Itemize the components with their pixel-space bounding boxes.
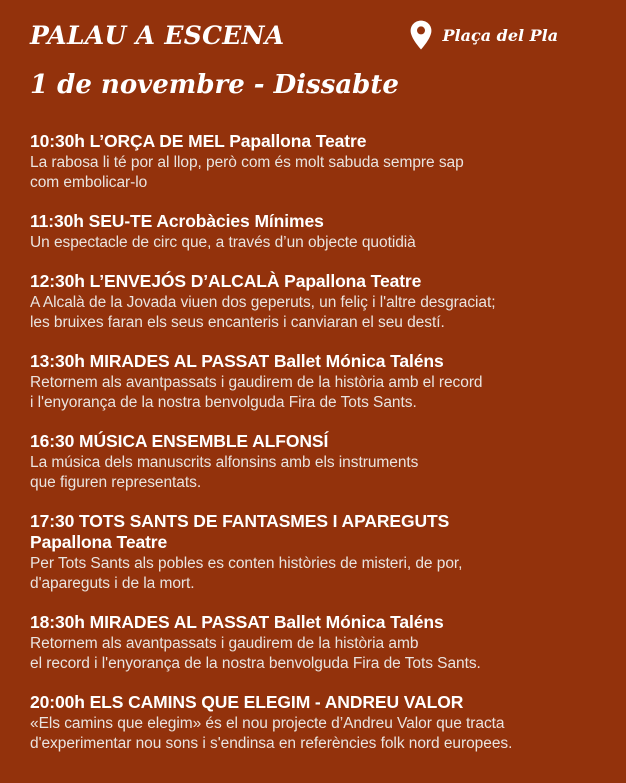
event-description-line: A Alcalà de la Jovada viuen dos geperuts, un feliç i l'altre desgraciat;	[30, 294, 496, 311]
event-description-line: com embolicar-lo	[30, 174, 148, 191]
event-title: 10:30h L’ORÇA DE MEL Papallona Teatre	[30, 131, 367, 151]
event-item	[30, 131, 596, 193]
event-description	[30, 233, 596, 253]
event-item	[30, 271, 596, 333]
event-description-line: Retornem als avantpassats i gaudirem de la història amb el record	[30, 374, 483, 391]
event-description-line: La música dels manuscrits alfonsins amb els instruments	[30, 454, 419, 471]
brand-title: PALAU A ESCENA	[30, 21, 285, 50]
location-pin-icon	[410, 20, 432, 50]
event-description	[30, 293, 596, 333]
event-title: 18:30h MIRADES AL PASSAT Ballet Mónica Taléns	[30, 612, 444, 632]
event-description	[30, 714, 596, 754]
event-title: 20:00h ELS CAMINS QUE ELEGIM - ANDREU VALOR	[30, 692, 464, 712]
event-item	[30, 351, 596, 413]
event-description	[30, 634, 596, 674]
event-description	[30, 153, 596, 193]
event-title: 16:30 MÚSICA ENSEMBLE ALFONSÍ	[30, 431, 329, 451]
venue-group	[410, 22, 558, 50]
event-description-line: La rabosa li té por al llop, però com és molt sabuda sempre sap	[30, 154, 464, 171]
brand-row	[30, 0, 596, 50]
event-title: 12:30h L’ENVEJÓS D’ALCALÀ Papallona Teatre	[30, 271, 422, 291]
event-item	[30, 692, 596, 754]
event-description-line: Un espectacle de circ que, a través d’un objecte quotidià	[30, 234, 416, 251]
event-description-line: el record i l'enyorança de la nostra benvolguda Fira de Tots Sants.	[30, 655, 481, 672]
event-title: 17:30 TOTS SANTS DE FANTASMES I APAREGUTS	[30, 511, 450, 531]
event-title: 13:30h MIRADES AL PASSAT Ballet Mónica Taléns	[30, 351, 444, 371]
event-item	[30, 431, 596, 493]
venue-label: Plaça del Pla	[442, 26, 559, 45]
event-description-line: Per Tots Sants als pobles es conten històries de misteri, de por,	[30, 555, 463, 572]
event-description-line: i l'enyorança de la nostra benvolguda Fira de Tots Sants.	[30, 394, 417, 411]
event-description	[30, 373, 596, 413]
event-subtitle: Papallona Teatre	[30, 532, 168, 552]
event-description-line: d'experimentar nou sons i s'endinsa en referències folk nord europees.	[30, 735, 513, 752]
event-item	[30, 511, 596, 594]
event-item	[30, 612, 596, 674]
event-description	[30, 554, 596, 594]
event-list	[30, 131, 596, 754]
event-item	[30, 211, 596, 253]
event-description-line: d'apareguts i de la mort.	[30, 575, 195, 592]
event-description-line: «Els camins que elegim» és el nou projecte d’Andreu Valor que tracta	[30, 715, 505, 732]
event-description-line: que figuren representats.	[30, 474, 202, 491]
event-description	[30, 453, 596, 493]
poster-header	[30, 0, 596, 120]
date-line: 1 de novembre - Dissabte	[30, 70, 399, 100]
event-title: 11:30h SEU-TE Acrobàcies Mínimes	[30, 211, 324, 231]
event-description-line: Retornem als avantpassats i gaudirem de la història amb	[30, 635, 419, 652]
event-description-line: les bruixes faran els seus encanteris i canviaran el seu destí.	[30, 314, 445, 331]
